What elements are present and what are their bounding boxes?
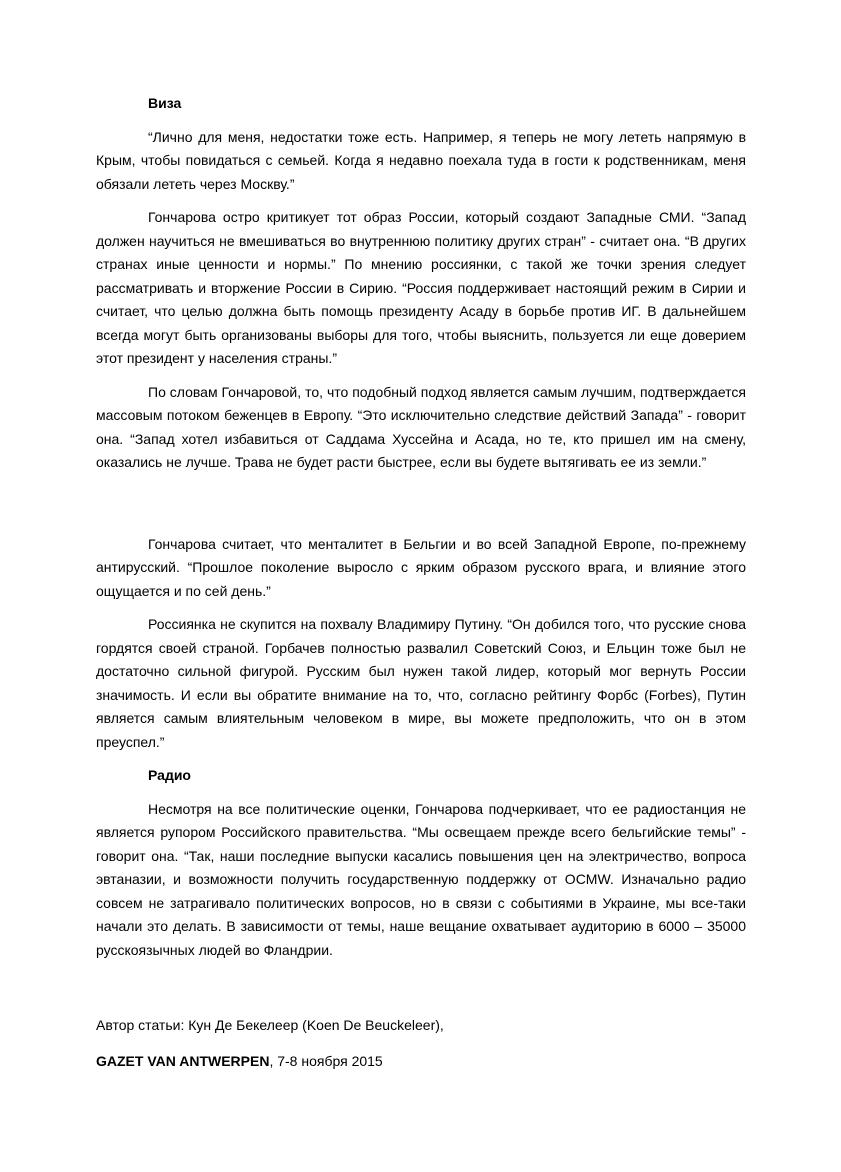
paragraph-putin-praise: Россиянка не скупится на похвалу Владимиру Путину. “Он добился того, что русские снова гордятся своей страной. Горбачев полностью развалил Советский Союз, и Ельцин тоже был не достаточно сильной фигурой. Русским был нужен такой лидер, который мог вернуть России значимость. И если вы обратите внимание на то, что, согласно рейтингу Форбс (Forbes), Путин является самым влиятельным человеком в мире, вы можете предположить, что он в этом преуспел.” [96, 616, 746, 750]
paragraph-mentality: Гончарова считает, что менталитет в Бельгии и во всей Западной Европе, по-прежнему антирусский. “Прошлое поколение выросло с ярким образом русского врага, и влияние этого ощущается и по сей день.” [96, 535, 746, 599]
paragraph-visa-refugees: По словам Гончаровой, то, что подобный подход является самым лучшим, подтверждается массовым потоком беженцев в Европу. “Это исключительно следствие действий Запада” - говорит она. “Запад хотел избавиться от Саддама Хуссейна и Асада, но те, кто пришел им на смену, оказались не лучше. Трава не будет расти быстрее, если вы будете вытягивать ее из земли.” [96, 383, 746, 470]
author-line: Автор статьи: Кун Де Бекелеер (Koen De Beuckeleer), [96, 1017, 444, 1033]
paragraph-visa-western-media: Гончарова остро критикует тот образ России, который создают Западные СМИ. “Запад должен научиться не вмешиваться во внутреннюю политику других стран” - считает она. “В других странах иные ценности и нормы.” По мнению россиянки, с такой же точки зрения следует рассматривать и вторжение России в Сирию. “Россия поддерживает настоящий режим в Сирии и считает, что целью должна быть помощь президенту Асаду в борьбе против ИГ. В дальнейшем всегда могут быть организованы выборы для того, чтобы выяснить, пользуется ли еще доверием этот президент у населения страны.” [96, 209, 746, 366]
section-heading-radio: Радио [148, 767, 191, 783]
paragraph-radio-station: Несмотря на все политические оценки, Гончарова подчеркивает, что ее радиостанция не является рупором Российского правительства. “Мы освещаем прежде всего бельгийские темы” - говорит она. “Так, наши последние выпуски касались повышения цен на электричество, вопроса эвтаназии, и возможности получить государственную поддержку от OCMW. Изначально радио совсем не затрагивало политических вопросов, но в связи с событиями в Украине, мы все-таки начали это делать. В зависимости от темы, наше вещание охватывает аудиторию в 6000 – 35000 русскоязычных людей во Фландрии. [96, 800, 746, 958]
paragraph-visa-personal: “Лично для меня, недостатки тоже есть. Например, я теперь не могу лететь напрямую в Крым, чтобы повидаться с семьей. Когда я недавно поехала туда в гости к родственникам, меня обязали лететь через Москву.” [96, 128, 746, 192]
section-heading-visa: Виза [148, 95, 182, 111]
source-date: , 7-8 ноября 2015 [269, 1052, 383, 1069]
source-publication-name: GAZET VAN ANTWERPEN [96, 1052, 270, 1069]
source-line [96, 1050, 746, 1074]
